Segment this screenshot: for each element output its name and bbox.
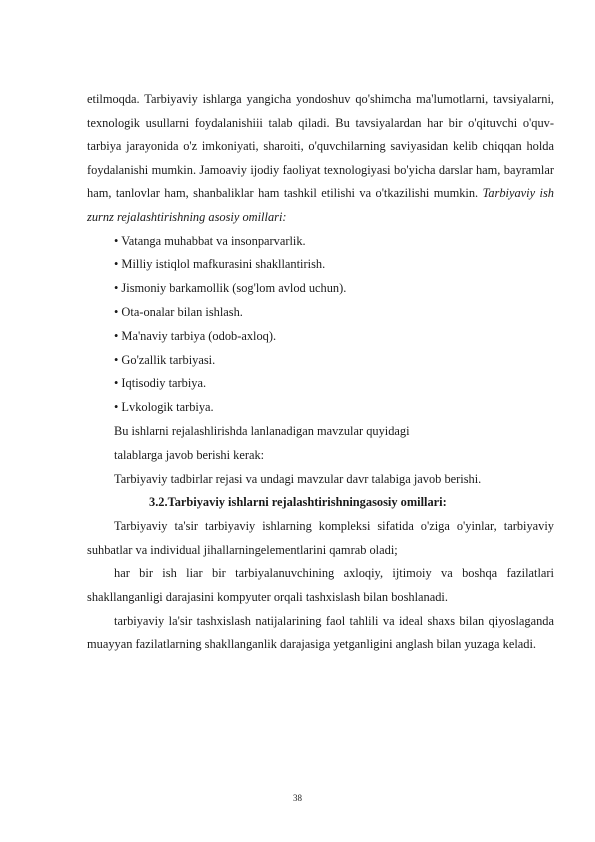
topics-intro-line: Bu ishlarni rejalashlirishda lanlanadigan mavzular quyidagi bbox=[114, 423, 410, 438]
list-item: • Jismoniy barkamollik (sog'lom avlod uchun). bbox=[114, 281, 347, 296]
list-item: • Iqtisodiy tarbiya. bbox=[114, 376, 207, 391]
list-item: • Lvkologik tarbiya. bbox=[114, 400, 214, 415]
body-paragraph: har bir ish liar bir tarbiyalanuvchining axloqiy, ijtimoiy va boshqa fazilatlari shakllanganligi darajasini kompyuter orqali tashxislash bilan boshlanadi. bbox=[87, 566, 554, 604]
list-item: • Vatanga muhabbat va insonparvarlik. bbox=[114, 233, 306, 248]
page-body bbox=[87, 88, 554, 657]
topics-requirements-line: talablarga javob berishi kerak: bbox=[114, 447, 265, 462]
plan-requirement-line: Tarbiyaviy tadbirlar rejasi va undagi mavzular davr talabiga javob berishi. bbox=[114, 471, 482, 486]
opening-paragraph-text: etilmoqda. Tarbiyaviy ishlarga yangicha yondoshuv qo'shimcha ma'lumotlarni, tavsiyalarni, texnologik usullarni foydalanishiii talab qiladi. Bu tavsiyalardan har bir o'qituvchi o'quv-tarbiya jarayonida o'z imkoniyati, sharoiti, o'quvchilarning saviyasidan kelib chiqqan holda foydalanishi mumkin. Jamoaviy ijodiy faoliyat texnologiyasi bo'yicha darslar ham, bayramlar ham, tanlovlar ham, shanbaliklar ham tashkil etilishi va o'tkazilishi mumkin. bbox=[87, 92, 554, 201]
italic-subheading: Tarbiyaviy ish zurnz rejalashtirishning asosiy omillari: bbox=[87, 186, 554, 224]
list-item: • Ma'naviy tarbiya (odob-axloq). bbox=[114, 328, 277, 343]
list-item: • Ota-onalar bilan ishlash. bbox=[114, 304, 243, 319]
body-paragraph: Tarbiyaviy ta'sir tarbiyaviy ishlarning kompleksi sifatida o'ziga o'yinlar, tarbiyaviy suhbatlar va individual jihallarningelementlarini qamrab oladi; bbox=[87, 519, 554, 557]
list-item: • Milliy istiqlol mafkurasini shakllantirish. bbox=[114, 257, 326, 272]
body-paragraph: tarbiyaviy la'sir tashxislash natijalarining faol tahlili va ideal shaxs bilan qiyoslaganda muayyan fazilatlarning shakllanganlik darajasiga yetganligini anglash bilan yuzaga keladi. bbox=[87, 613, 554, 652]
list-item: • Go'zallik tarbiyasi. bbox=[114, 352, 216, 367]
page-number: 38 bbox=[293, 793, 302, 803]
factors-list bbox=[87, 230, 554, 420]
section-heading: 3.2.Tarbiyaviy ishlarni rejalashtirishningasosiy omillari: bbox=[149, 495, 447, 510]
opening-paragraph bbox=[87, 88, 554, 230]
